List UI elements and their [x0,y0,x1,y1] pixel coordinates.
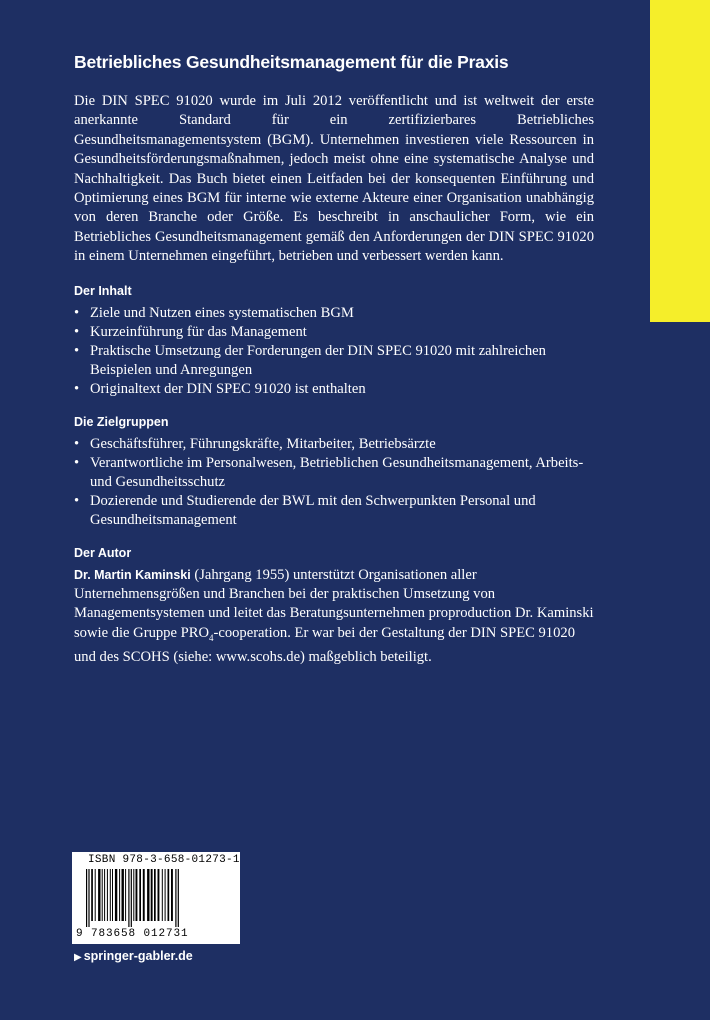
barcode-bar [125,869,126,921]
zielgruppen-list [74,435,594,530]
list-item: • Praktische Umsetzung der Forderungen der DIN SPEC 91020 mit zahlreichen Beispielen und Anregungen [74,342,594,380]
barcode-bar [91,869,93,921]
author-name: Dr. Martin Kaminski [74,567,191,582]
publisher-link[interactable] [74,949,193,963]
list-item: • Dozierende und Studierende der BWL mit den Schwerpunkten Personal und Gesundheitsmanagement [74,492,594,530]
list-item: • Kurzeinführung für das Management [74,323,594,342]
section-heading-autor: Der Autor [74,545,132,560]
intro-paragraph: Die DIN SPEC 91020 wurde im Juli 2012 veröffentlicht und ist weltweit der erste anerkannte Standard für ein zertifizierbares Betriebliches Gesundheitsmanagementsystem (BGM). Unternehmen investieren viele Ressourcen in Gesundheitsförderungsmaßnahmen, jedoch meist ohne eine systematische Analyse und Nachhaltigkeit. Das Buch bietet einen Leitfaden bei der konsequenten Einführung und Optimierung eines BGM für interne wie externe Akteure einer Organisation unabhängig von deren Branche oder Größe. Es beschreibt in anschaulicher Form, wie ein Betriebliches Gesundheitsmanagement gemäß den Anforderungen der DIN SPEC 91020 in einem Unternehmen eingeführt, betrieben und verbessert werden kann. [74,93,594,265]
barcode-bar [131,869,132,927]
barcode-bar [86,869,87,927]
book-title: Betriebliches Gesundheitsmanagement für die Praxis [74,52,509,72]
publisher-url: springer-gabler.de [83,949,193,963]
section-heading-inhalt: Der Inhalt [74,283,132,298]
barcode-bar [171,869,173,921]
yellow-accent-bar [650,0,710,322]
barcode-bar [147,869,149,921]
barcode-bar [158,869,160,921]
barcode-bar [104,869,105,921]
barcode-bar [165,869,166,921]
barcode-bar [88,869,89,927]
list-item: • Verantwortliche im Personalwesen, Betrieblichen Gesundheitsmanagement, Arbeits- und Gesundheitsschutz [74,454,594,492]
barcode-bar [143,869,145,921]
barcode-bar [178,869,179,927]
list-item: • Originaltext der DIN SPEC 91020 ist enthalten [74,380,594,399]
isbn-text: ISBN 978-3-658-01273-1 [88,854,240,866]
barcode-bar [128,869,129,927]
inhalt-list [74,304,594,399]
barcode-bar [107,869,108,921]
barcode-bar [151,869,153,921]
author-bio-subscript: 4 [208,632,214,643]
author-bio-text-b: -cooperation. Er war bei der Gestaltung der DIN SPEC 91020 und des SCOHS (siehe: www.scohs.de) maßgeblich beteiligt. [74,624,575,666]
barcode-label [72,852,240,944]
list-item: • Ziele und Nutzen eines systematischen BGM [74,304,594,323]
ean-digits: 9 783658 012731 [76,928,189,940]
section-heading-zielgruppen: Die Zielgruppen [74,414,169,429]
barcode-bar [168,869,170,921]
barcode-bar [139,869,141,921]
barcode-bar [98,869,100,921]
author-bio [74,566,594,668]
barcode-bar [115,869,117,921]
barcode-bar [119,869,120,921]
barcode-bars [84,869,234,927]
list-item: • Geschäftsführer, Führungskräfte, Mitarbeiter, Betriebsärzte [74,435,594,454]
barcode-bar [133,869,134,921]
barcode-bar [162,869,163,921]
back-cover-text [74,50,594,668]
barcode-bar [175,869,176,927]
barcode-bar [95,869,96,921]
barcode-bar [102,869,103,921]
barcode-bar [112,869,113,921]
barcode-bar [110,869,111,921]
barcode-bar [154,869,156,921]
barcode-bar [136,869,138,921]
barcode-bar [122,869,124,921]
arrow-right-icon: ▶ [74,952,82,963]
author-bio-text-a: (Jahrgang 1955) unterstützt Organisationen aller Unternehmensgrößen und Branchen bei der praktischen Umsetzung von Managementsystemen und leitet das Beratungsunternehmen proproduction Dr. Kaminski sowie die Gruppe PRO [74,566,594,641]
